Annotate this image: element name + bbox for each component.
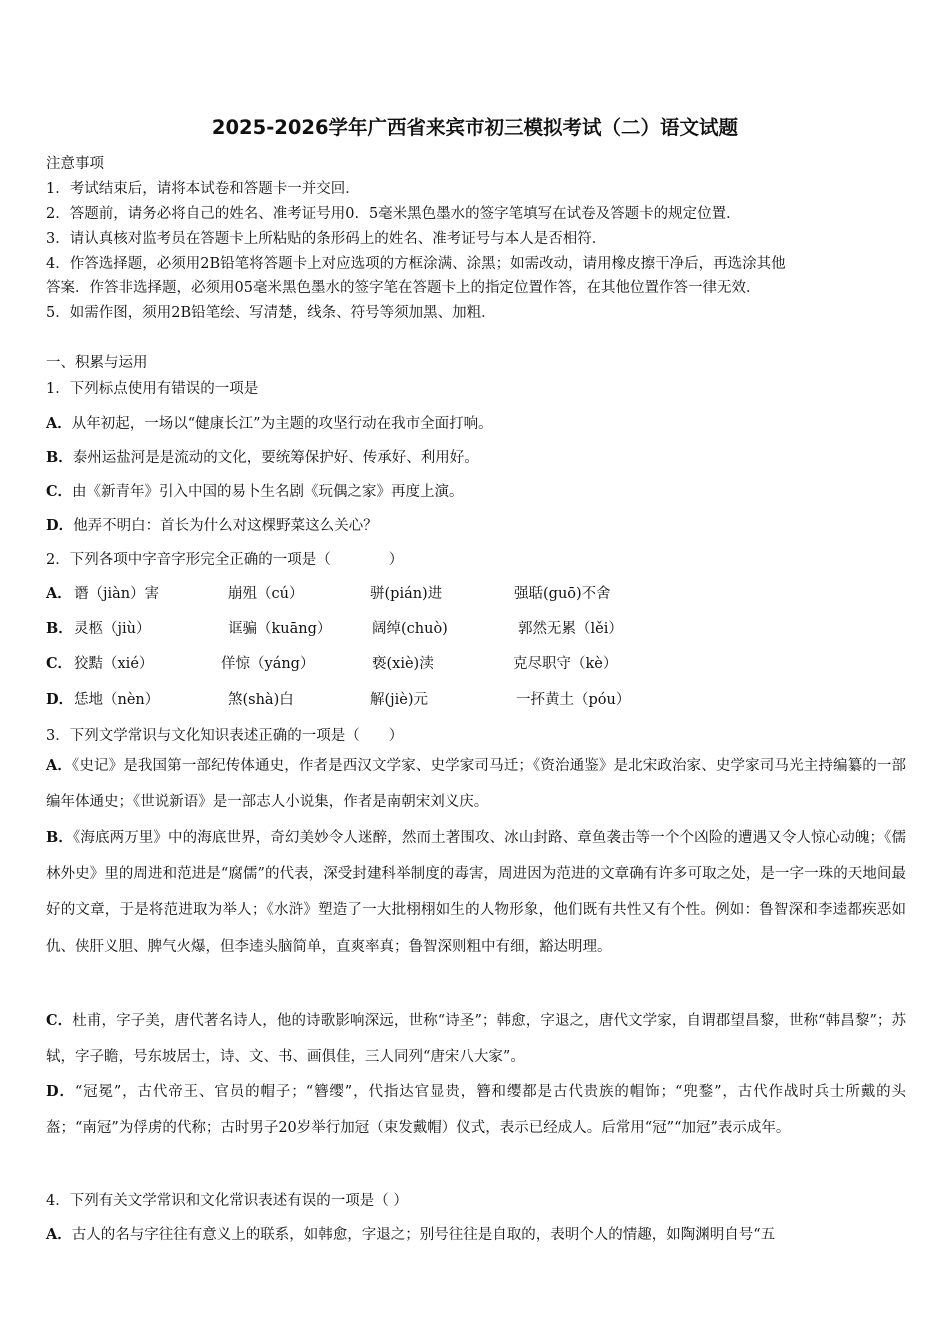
option-label: C．	[46, 1012, 73, 1029]
option-text: 从年初起，一场以“健康长江”为主题的攻坚行动在我市全面打响。	[71, 416, 493, 432]
option-cell: 强聒(guō)不舍	[514, 586, 611, 602]
q4-stem: 4．下列有关文学常识和文化常识表述有误的一项是（ ）	[46, 1193, 408, 1209]
q1-option-c	[46, 480, 464, 501]
option-cell: 阔绰(chuò)	[372, 621, 448, 637]
q2-stem: 2．下列各项中字音字形完全正确的一项是（ ）	[46, 552, 404, 568]
notice-item-1: 1．考试结束后，请将本试卷和答题卡一并交回．	[46, 181, 360, 197]
notice-item-3: 3．请认真核对监考员在答题卡上所粘贴的条形码上的姓名、准考证号与本人是否相符．	[46, 231, 607, 247]
option-label: A．	[46, 585, 72, 602]
option-label: B．	[46, 829, 73, 846]
option-label: A．	[46, 1226, 72, 1243]
option-label: B．	[46, 620, 73, 637]
option-cell: 郭然无累（lěi）	[518, 621, 623, 637]
option-cell: 亵(xiè)渎	[372, 656, 434, 672]
q2-option-b	[46, 617, 926, 639]
q3-stem: 3．下列文学常识与文化知识表述正确的一项是（ ）	[46, 728, 404, 744]
q1-option-d	[46, 514, 378, 535]
q3-option-c: C．杜甫，字子美，唐代著名诗人，他的诗歌影响深远，世称“诗圣”；韩愈，字退之，唐代文学家，自谓郡望昌黎，世称“韩昌黎”；苏轼，字子瞻，号东坡居士，诗、文、书、画俱佳，三人同列“唐宋八大家”。	[46, 1012, 906, 1066]
option-cell: 佯惊（yáng）	[221, 656, 315, 672]
option-cell: 一抔黄土（póu）	[516, 692, 631, 708]
option-cell: 崩殂（cú）	[228, 586, 304, 602]
notice-item-4-cont: 答案．作答非选择题，必须用05毫米黑色墨水的签字笔在答题卡上的指定位置作答，在其他位置作答一律无效．	[46, 280, 761, 296]
option-label: A．	[46, 415, 72, 432]
notice-item-4: 4．作答选择题，必须用2B铅笔将答题卡上对应选项的方框涂满、涂黑；如需改动，请用橡皮擦干净后，再选涂其他	[46, 256, 786, 272]
option-text: 他弄不明白：首长为什么对这棵野菜这么关心？	[73, 518, 378, 534]
notice-heading: 注意事项	[46, 156, 104, 172]
q1-stem: 1．下列标点使用有错误的一项是	[46, 381, 259, 397]
q2-option-d	[46, 688, 926, 710]
option-cell: 解(jiè)元	[370, 692, 429, 708]
q1-option-a	[46, 412, 493, 433]
section-heading: 一、积累与运用	[46, 355, 148, 371]
page-title: 2025-2026学年广西省来宾市初三模拟考试（二）语文试题	[211, 116, 739, 139]
option-cell: 恁地（nèn）	[74, 692, 160, 708]
option-cell: 狡黠（xié）	[74, 656, 154, 672]
option-cell: 灵柩（jiù）	[74, 621, 151, 637]
q4-option-a: A．古人的名与字往往有意义上的联系，如韩愈，字退之；别号往往是自取的，表明个人的情趣，如陶渊明自号“五	[46, 1226, 776, 1243]
option-cell: 骈(pián)进	[370, 586, 443, 602]
option-cell: 克尽职守（kè）	[513, 656, 618, 672]
q3-option-a: A．《史记》是我国第一部纪传体通史，作者是西汉文学家、史学家司马迁；《资治通鉴》是北宋政治家、史学家司马光主持编纂的一部编年体通史；《世说新语》是一部志人小说集，作者是南朝宋刘义庆。	[46, 757, 906, 811]
option-cell: 煞(shà)白	[228, 692, 294, 708]
q2-option-c	[46, 652, 926, 674]
option-text: 由《新青年》引入中国的易卜生名剧《玩偶之家》再度上演。	[72, 484, 464, 500]
option-label: B．	[46, 449, 73, 466]
q1-option-b	[46, 446, 479, 467]
option-cell: 诓骗（kuāng）	[228, 621, 332, 637]
option-label: A．	[46, 757, 73, 774]
option-label: D．	[46, 1083, 75, 1100]
q2-option-a	[46, 582, 926, 604]
option-text: 泰州运盐河是是流动的文化，要统筹保护好、传承好、利用好。	[72, 450, 479, 466]
option-label: D．	[46, 691, 74, 708]
option-label: C．	[46, 655, 73, 672]
notice-item-2: 2．答题前，请务必将自己的姓名、准考证号用0．5毫米黑色墨水的签字笔填写在试卷及答题卡的规定位置．	[46, 206, 741, 222]
q3-option-d: D．“冠冕”，古代帝王、官员的帽子；“簪缨”，代指达官显贵，簪和缨都是古代贵族的帽饰；“兜鍪”，古代作战时兵士所戴的头盔；“南冠”为俘虏的代称；古时男子20岁举行加冠（束发戴帽）仪式，表示已经成人。后常用“冠”“加冠”表示成年。	[46, 1083, 906, 1137]
option-label: C．	[46, 483, 73, 500]
notice-item-5: 5．如需作图，须用2B铅笔绘、写清楚，线条、符号等须加黑、加粗．	[46, 305, 496, 321]
option-label: D．	[46, 517, 74, 534]
option-cell: 谮（jiàn）害	[74, 586, 160, 602]
q3-option-b: B．《海底两万里》中的海底世界，奇幻美妙令人迷醉，然而土著围攻、冰山封路、章鱼袭击等一个个凶险的遭遇又令人惊心动魄；《儒林外史》里的周进和范进是“腐儒”的代表，深受封建科举制度的毒害，周进因为范进的文章确有许多可取之处，是一字一珠的天地间最好的文章，于是将范进取为举人；《水浒》塑造了一大批栩栩如生的人物形象，他们既有共性又有个性。例如：鲁智深和李逵都疾恶如仇、侠肝义胆、脾气火爆，但李逵头脑简单，直爽率真；鲁智深则粗中有细，豁达明理。	[46, 829, 906, 955]
